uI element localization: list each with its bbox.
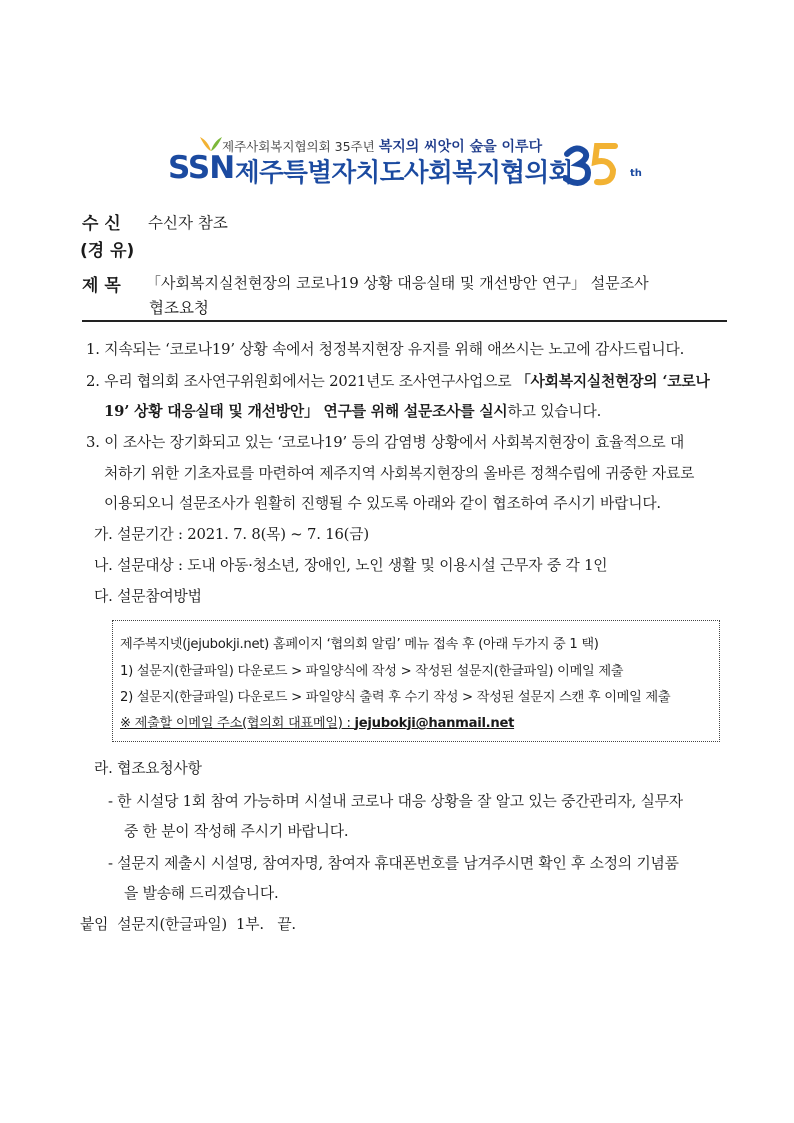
paragraph-2-bold-a: 「사회복지실천현장의 ‘코로나 (515, 373, 710, 390)
request-1-line-1: - 한 시설당 1회 참여 가능하며 시설내 코로나 대응 상황을 잘 알고 있는 중간관리자, 실무자 (108, 793, 683, 810)
email-link[interactable]: jejubokji@hanmail.net (354, 716, 515, 731)
box-email-line (120, 712, 514, 731)
item-target: 나. 설문대상 : 도내 아동·청소년, 장애인, 노인 생활 및 이용시설 근무자 중 각 1인 (94, 557, 608, 574)
attachment-line: 붙임 설문지(한글파일) 1부. 끝. (80, 916, 296, 933)
paragraph-3-line-3: 이용되오니 설문조사가 원활히 진행될 수 있도록 아래와 같이 협조하여 주시기 바랍니다. (104, 495, 661, 512)
paragraph-3-line-1: 3. 이 조사는 장기화되고 있는 ‘코로나19’ 등의 감염병 상황에서 사회복지현장이 효율적으로 대 (86, 434, 685, 451)
paragraph-2-tail: 하고 있습니다. (507, 403, 602, 420)
item-requests: 라. 협조요청사항 (94, 760, 202, 777)
subject-line-1: 「사회복지실천현장의 코로나19 상황 대응실태 및 개선방안 연구」 설문조사 (146, 274, 649, 292)
tagline-prefix: 제주사회복지협의회 35주년 (222, 139, 375, 154)
box-option-1: 1) 설문지(한글파일) 다운로드 > 파일양식에 작성 > 작성된 설문지(한글파일) 이메일 제출 (120, 664, 624, 679)
paragraph-2-line-1 (86, 370, 710, 391)
subject-label: 제 목 (82, 276, 121, 296)
paragraph-1: 1. 지속되는 ‘코로나19’ 상황 속에서 청정복지현장 유지를 위해 애쓰시는 노고에 감사드립니다. (86, 341, 685, 358)
recipient-label: 수 신 (82, 214, 121, 234)
anniversary-35-logo-icon (563, 140, 623, 188)
request-2-line-2: 을 발송해 드리겠습니다. (124, 885, 279, 902)
divider (82, 320, 727, 322)
item-period: 가. 설문기간 : 2021. 7. 8(목) ~ 7. 16(금) (94, 526, 369, 543)
recipient-value: 수신자 참조 (148, 214, 228, 232)
paragraph-2-line-2 (104, 400, 601, 421)
box-line-1: 제주복지넷(jejubokji.net) 홈페이지 ‘협의회 알림’ 메뉴 접속 후 (아래 두가지 중 1 택) (120, 637, 599, 652)
org-name: 제주특별자치도사회복지협의회 (235, 158, 573, 188)
ssn-logo-text: SSN (168, 150, 235, 186)
via-label: (경 유) (80, 241, 135, 261)
paragraph-2-text: 2. 우리 협의회 조사연구위원회에서는 2021년도 조사연구사업으로 (86, 373, 516, 390)
request-1-line-2: 중 한 분이 작성해 주시기 바랍니다. (124, 823, 349, 840)
subject-line-2: 협조요청 (149, 299, 209, 317)
anniversary-suffix: th (630, 168, 642, 179)
paragraph-3-line-2: 처하기 위한 기초자료를 마련하여 제주지역 사회복지현장의 올바른 정책수립에 귀중한 자료로 (104, 465, 695, 482)
tagline-slogan: 복지의 씨앗이 숲을 이루다 (378, 139, 543, 155)
paragraph-2-bold-b: 19’ 상황 대응실태 및 개선방안」 연구를 위해 설문조사를 실시 (104, 403, 508, 420)
item-method: 다. 설문참여방법 (94, 588, 202, 605)
email-label: ※ 제출할 이메일 주소(협의회 대표메일) : (120, 716, 355, 731)
request-2-line-1: - 설문지 제출시 시설명, 참여자명, 참여자 휴대폰번호를 남겨주시면 확인 후 소정의 기념품 (108, 855, 679, 872)
box-option-2: 2) 설문지(한글파일) 다운로드 > 파일양식 출력 후 수기 작성 > 작성된 설문지 스캔 후 이메일 제출 (120, 690, 671, 705)
